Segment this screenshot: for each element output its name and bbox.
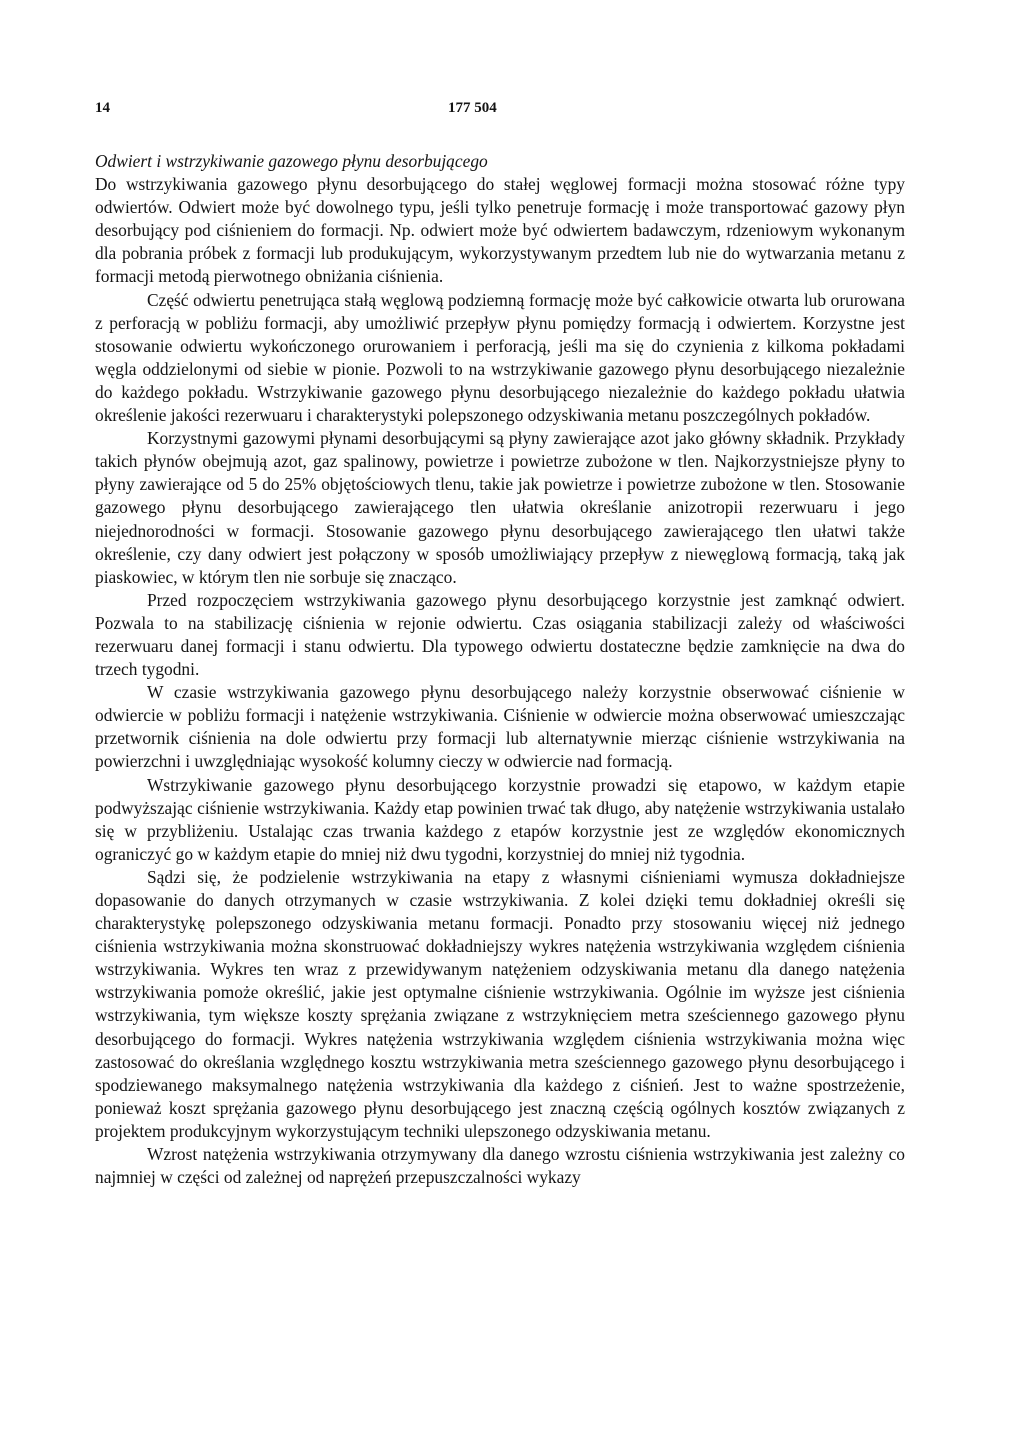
paragraph: Część odwiertu penetrująca stałą węglową podziemną formację może być całkowicie otwarta lub orurowana z perforacją w pobliżu formacji, aby umożliwić przepływ płynu pomiędzy formacją i odwiertem. Korzystne jest stosowanie odwiertu wykończonego orurowaniem i perforacją, jeśli ma się do czynienia z kilkoma pokładami węgla oddzielonymi od siebie w pionie. Pozwoli to na wstrzykiwanie gazowego płynu desorbującego niezależnie do każdego pokładu. Wstrzykiwanie gazowego płynu desorbującego niezależnie do każdego pokładu ułatwia określenie jakości rezerwuaru i charakterystyki polepszonego odzyskiwania metanu poszczególnych pokładów. [95, 289, 905, 426]
paragraph: Wstrzykiwanie gazowego płynu desorbującego korzystnie prowadzi się etapowo, w każdym etapie podwyższając ciśnienie wstrzykiwania. Każdy etap powinien trwać tak długo, aby natężenie wstrzykiwania ustalało się w przybliżeniu. Ustalając czas trwania każdego z etapów korzystnie jest ze względów ekonomicznych ograniczyć go w każdym etapie do mniej niż dwu tygodni, korzystniej do mniej niż tygodnia. [95, 774, 905, 864]
section-title: Odwiert i wstrzykiwanie gazowego płynu desorbującego [95, 151, 488, 171]
paragraph: Do wstrzykiwania gazowego płynu desorbującego do stałej węglowej formacji można stosować różne typy odwiertów. Odwiert może być dowolnego typu, jeśli tylko penetruje formację i może transportować gazowy płyn desorbujący pod ciśnieniem do formacji. Np. odwiert może być odwiertem badawczym, rdzeniowym wykonanym dla pobrania próbek z formacji lub produkującym, wykorzystywanym przedtem lub nie do wytwarzania metanu z formacji metodą pierwotnego obniżania ciśnienia. [95, 174, 905, 287]
paragraph: Korzystnymi gazowymi płynami desorbującymi są płyny zawierające azot jako główny składnik. Przykłady takich płynów obejmują azot, gaz spalinowy, powietrze i powietrze zubożone w tlen. Najkorzystniejsze płyny to płyny zawierające od 5 do 25% objętościowych tlenu, takie jak powietrze i powietrze zubożone w tlen. Stosowanie gazowego płynu desorbującego zawierającego tlen ułatwia określanie anizotropii rezerwuaru i jego niejednorodności w formacji. Stosowanie gazowego płynu desorbującego zawierającego tlen ułatwi także określenie, czy dany odwiert jest połączony w sposób umożliwiający przepływ z niewęglową formacją, taką jak piaskowiec, w którym tlen nie sorbuje się znacząco. [95, 428, 905, 587]
paragraph: Sądzi się, że podzielenie wstrzykiwania na etapy z własnymi ciśnieniami wymusza dokładniejsze dopasowanie do danych otrzymanych w czasie wstrzykiwania. Z kolei dzięki temu dokładniej określi się charakterystykę polepszonego odzyskiwania metanu formacji. Ponadto przy stosowaniu więcej niż jednego ciśnienia wstrzykiwania można skonstruować dokładniejszy wykres natężenia wstrzykiwania względem ciśnienia wstrzykiwania. Wykres ten wraz z przewidywanym natężeniem odzyskiwania metanu dla danego natężenia wstrzykiwania pomoże określić, jakie jest optymalne ciśnienie wstrzykiwania. Ogólnie im wyższe jest ciśnienia wstrzykiwania, tym większe koszty sprężania związane z wstrzyknięciem metra sześciennego gazowego płynu desorbującego do formacji. Wykres natężenia wstrzykiwania względem ciśnienia wstrzykiwania można więc zastosować do określania względnego kosztu wstrzykiwania metra sześciennego gazowego płynu desorbującego i spodziewanego maksymalnego natężenia wstrzykiwania dla każdego z ciśnień. Jest to ważne spostrzeżenie, ponieważ koszt sprężania gazowego płynu desorbującego jest znaczną częścią ogólnych kosztów związanych z projektem produkcyjnym wykorzystującym techniki ulepszonego odzyskiwania metanu. [95, 866, 905, 1141]
patent-number: 177 504 [448, 100, 497, 116]
document-body [95, 150, 905, 1189]
paragraph: W czasie wstrzykiwania gazowego płynu desorbującego należy korzystnie obserwować ciśnienie w odwiercie w pobliżu formacji i natężenie wstrzykiwania. Ciśnienie w odwiercie można obserwować umieszczając przetwornik ciśnienia na dole odwiertu przy formacji lub alternatywnie mierząc ciśnienie wstrzykiwania na powierzchni i uwzględniając wysokość kolumny cieczy w odwiercie nad formacją. [95, 682, 905, 772]
page-header [95, 100, 905, 122]
page-number: 14 [95, 100, 110, 116]
paragraph: Wzrost natężenia wstrzykiwania otrzymywany dla danego wzrostu ciśnienia wstrzykiwania jest zależny co najmniej w części od zależnej od naprężeń przepuszczalności wykazy [95, 1144, 905, 1188]
paragraph: Przed rozpoczęciem wstrzykiwania gazowego płynu desorbującego korzystnie jest zamknąć odwiert. Pozwala to na stabilizację ciśnienia w rejonie odwiertu. Czas osiągania stabilizacji zależy od właściwości rezerwuaru danej formacji i stanu odwiertu. Dla typowego odwiertu dostateczne będzie zamknięcie na dwa do trzech tygodni. [95, 589, 905, 680]
